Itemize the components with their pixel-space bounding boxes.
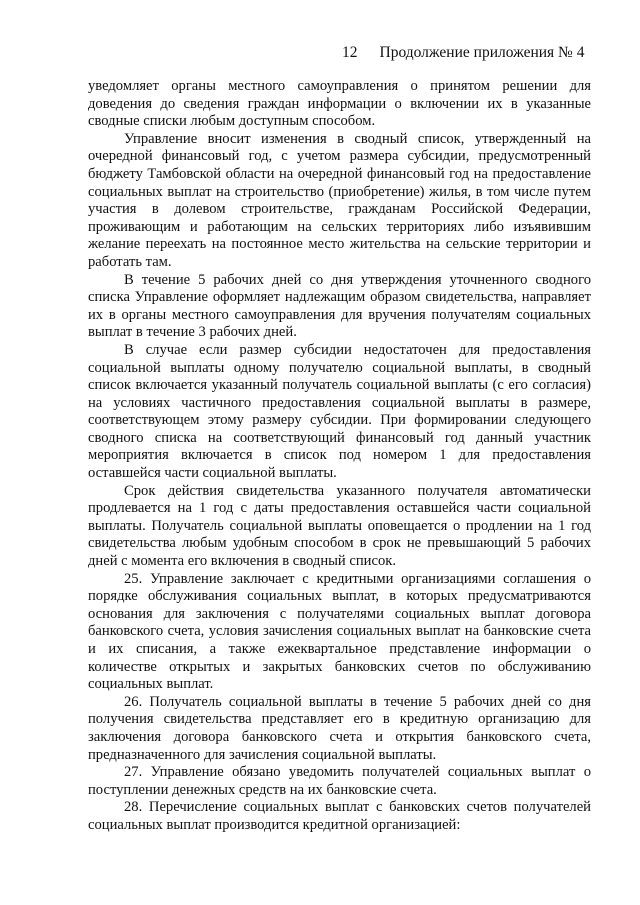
- paragraph-4: В случае если размер субсидии недостаточен для предоставления социальной выплаты одному получателю социальной выплаты, в сводный список включается указанный получатель социальной выплаты (с его согласия) на условиях частичного предоставления социальной выплаты в размере, соответствующем этому размеру субсидии. При формировании следующего сводного списка на соответствующий финансовый год данный участник мероприятия включается в список под номером 1 для предоставления оставшейся части социальной выплаты.: [88, 341, 591, 482]
- paragraph-8: 27. Управление обязано уведомить получателей социальных выплат о поступлении денежных средств на их банковские счета.: [88, 764, 591, 798]
- paragraph-6: 25. Управление заключает с кредитными организациями соглашения о порядке обслуживания социальных выплат, в которых предусматриваются основания для заключения с получателями социальных выплат договора банковского счета, условия зачисления социальных выплат на банковские счета и их списания, а также ежеквартальное представление информации о количестве открытых и закрытых банковских счетов по обслуживанию социальных выплат.: [88, 570, 591, 693]
- paragraph-1: уведомляет органы местного самоуправления о принятом решении для доведения до сведения граждан информации о включении их в указанные сводные списки любым доступным способом.: [88, 78, 591, 130]
- paragraph-3: В течение 5 рабочих дней со дня утверждения уточненного сводного списка Управление оформляет надлежащим образом свидетельства, направляет их в органы местного самоуправления для вручения получателям социальных выплат в течение 3 рабочих дней.: [88, 271, 591, 341]
- paragraph-9: 28. Перечисление социальных выплат с банковских счетов получателей социальных выплат производится кредитной организацией:: [88, 799, 591, 833]
- paragraph-7: 26. Получатель социальной выплаты в течение 5 рабочих дней со дня получения свидетельства представляет его в кредитную организацию для заключения договора банковского счета и открытия банковского счета, предназначенного для зачисления социальной выплаты.: [88, 693, 591, 763]
- paragraph-5: Срок действия свидетельства указанного получателя автоматически продлевается на 1 год с даты предоставления оставшейся части социальной выплаты. Получатель социальной выплаты оповещается о продлении на 1 год свидетельства любым удобным способом в срок не превышающий 5 рабочих дней с момента его включения в сводный список.: [88, 482, 591, 570]
- paragraph-2: Управление вносит изменения в сводный список, утвержденный на очередной финансовый год, с учетом размера субсидии, предусмотренный бюджету Тамбовской области на очередной финансовый год на предоставление социальных выплат на строительство (приобретение) жилья, в том числе путем участия в долевом строительстве, гражданам Российской Федерации, проживающим и работающим на сельских территориях либо изъявившим желание переехать на постоянное место жительства на сельские территории и работать там.: [88, 130, 591, 270]
- page-number: 12: [342, 44, 358, 61]
- page-header: [342, 44, 612, 62]
- document-body: [88, 78, 591, 835]
- appendix-title: Продолжение приложения № 4: [379, 44, 585, 61]
